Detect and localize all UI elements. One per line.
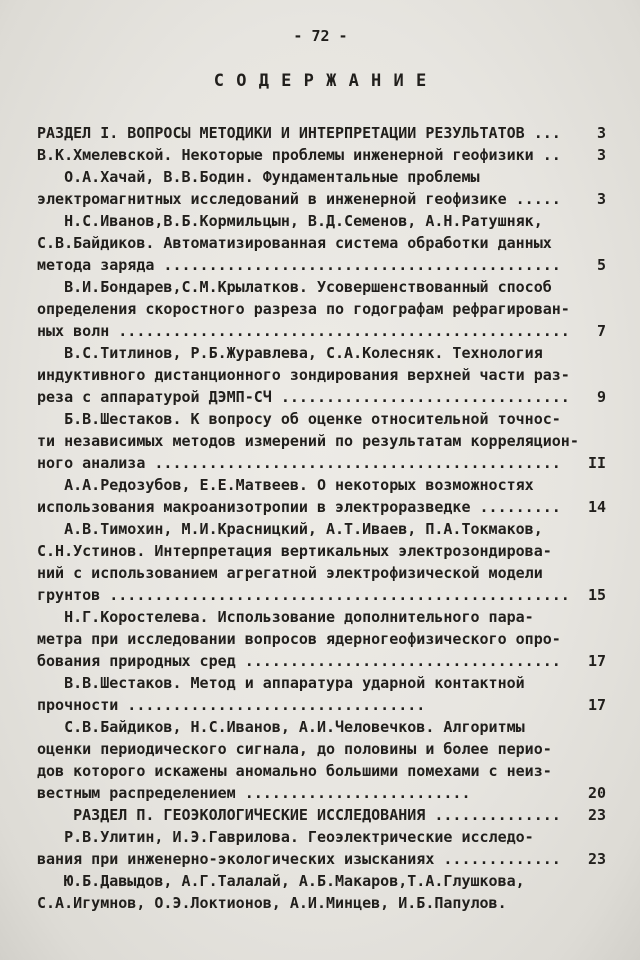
toc-entry-line: РАЗДЕЛ П. ГЕОЭКОЛОГИЧЕСКИЕ ИССЛЕДОВАНИЯ ..............: [37, 806, 561, 824]
contents-heading: С О Д Е Р Ж А Н И Е: [213, 71, 428, 91]
toc-entry-line: определения скоростного разреза по годографам рефрагирован-: [37, 300, 570, 318]
toc-entry-text: [37, 716, 604, 804]
toc-entry-line: Р.В.Улитин, И.Э.Гаврилова. Геоэлектрические исследо-: [37, 828, 534, 846]
toc-entry-line: грунтов ...................................................: [37, 586, 570, 604]
toc-entry-page-number: 7: [596, 322, 606, 340]
toc-entry-line: ний с использованием агрегатной электрофизической модели: [37, 564, 543, 582]
toc-entry-row: [37, 210, 604, 276]
toc-entry-page-number: 17: [587, 652, 606, 670]
toc-entry-row: [37, 474, 604, 518]
toc-entry-text: [37, 804, 604, 826]
toc-entry-line: метра при исследовании вопросов ядерногеофизического опро-: [37, 630, 561, 648]
toc-entry-page-number: 20: [587, 784, 606, 802]
toc-entry-line: РАЗДЕЛ I. ВОПРОСЫ МЕТОДИКИ И ИНТЕРПРЕТАЦИИ РЕЗУЛЬТАТОВ ...: [37, 124, 561, 142]
table-of-contents: [37, 122, 604, 914]
toc-entry-line: вания при инженерно-экологических изысканиях .............: [37, 850, 561, 868]
toc-entry-row: [37, 144, 604, 166]
toc-entry-row: [37, 870, 604, 914]
toc-entry-page-number: 14: [587, 498, 606, 516]
toc-entry-page-number: 23: [587, 806, 606, 824]
toc-entry-line: С.Н.Устинов. Интерпретация вертикальных электрозондирова-: [37, 542, 552, 560]
toc-entry-text: [37, 342, 604, 408]
toc-entry-page-number: 23: [587, 850, 606, 868]
toc-entry-text: [37, 144, 604, 166]
toc-entry-text: [37, 276, 604, 342]
toc-entry-page-number: 3: [596, 124, 606, 142]
toc-entry-line: Б.В.Шестаков. К вопросу об оценке относительной точнос-: [37, 410, 561, 428]
toc-entry-line: использования макроанизотропии в электроразведке .........: [37, 498, 561, 516]
toc-entry-line: Н.С.Иванов,В.Б.Кормильцын, В.Д.Семенов, А.Н.Ратушняк,: [37, 212, 543, 230]
toc-entry-line: А.В.Тимохин, М.И.Красницкий, А.Т.Иваев, П.А.Токмаков,: [37, 520, 543, 538]
toc-entry-row: [37, 166, 604, 210]
toc-entry-line: оценки периодического сигнала, до половины и более перио-: [37, 740, 552, 758]
toc-entry-text: [37, 210, 604, 276]
toc-entry-line: ных волн ..................................................: [37, 322, 570, 340]
toc-entry-row: [37, 672, 604, 716]
toc-entry-line: ного анализа .............................................: [37, 454, 561, 472]
toc-entry-text: [37, 870, 604, 914]
toc-entry-line: ти независимых методов измерений по результатам корреляцион-: [37, 432, 579, 450]
toc-entry-page-number: 17: [587, 696, 606, 714]
toc-entry-line: С.В.Байдиков, Н.С.Иванов, А.И.Человечков. Алгоритмы: [37, 718, 525, 736]
toc-entry-text: [37, 518, 604, 606]
toc-entry-row: [37, 276, 604, 342]
toc-entry-line: вестным распределением .........................: [37, 784, 471, 802]
toc-entry-line: прочности .................................: [37, 696, 426, 714]
toc-entry-page-number: II: [587, 454, 606, 472]
toc-entry-line: электромагнитных исследований в инженерной геофизике .....: [37, 190, 561, 208]
toc-entry-row: [37, 342, 604, 408]
toc-entry-row: [37, 606, 604, 672]
toc-entry-text: [37, 408, 604, 474]
toc-entry-text: [37, 826, 604, 870]
toc-entry-line: метода заряда ............................................: [37, 256, 561, 274]
toc-entry-text: [37, 672, 604, 716]
toc-entry-line: Ю.Б.Давыдов, А.Г.Талалай, А.Б.Макаров,Т.А.Глушкова,: [37, 872, 525, 890]
toc-section-row: [37, 804, 604, 826]
toc-entry-line: В.С.Титлинов, Р.Б.Журавлева, С.А.Колесняк. Технология: [37, 344, 543, 362]
toc-entry-row: [37, 518, 604, 606]
toc-entry-page-number: 15: [587, 586, 606, 604]
toc-section-row: [37, 122, 604, 144]
toc-entry-page-number: 5: [596, 256, 606, 274]
toc-entry-text: [37, 166, 604, 210]
toc-entry-line: В.В.Шестаков. Метод и аппаратура ударной контактной: [37, 674, 525, 692]
toc-entry-line: С.В.Байдиков. Автоматизированная система обработки данных: [37, 234, 552, 252]
toc-entry-row: [37, 826, 604, 870]
toc-entry-page-number: 9: [596, 388, 606, 406]
toc-entry-text: [37, 474, 604, 518]
toc-entry-page-number: 3: [596, 190, 606, 208]
toc-entry-row: [37, 716, 604, 804]
toc-entry-line: В.И.Бондарев,С.М.Крылатков. Усовершенствованный способ: [37, 278, 552, 296]
toc-entry-page-number: 3: [596, 146, 606, 164]
toc-entry-line: индуктивного дистанционного зондирования верхней части раз-: [37, 366, 570, 384]
toc-entry-row: [37, 408, 604, 474]
toc-entry-text: [37, 122, 604, 144]
page-number: - 72 -: [293, 27, 348, 45]
toc-entry-line: С.А.Игумнов, О.Э.Локтионов, А.И.Минцев, И.Б.Папулов.: [37, 894, 507, 912]
toc-entry-line: дов которого искажены аномально большими помехами с неиз-: [37, 762, 552, 780]
toc-entry-line: О.А.Хачай, В.В.Бодин. Фундаментальные проблемы: [37, 168, 480, 186]
toc-entry-line: реза с аппаратурой ДЭМП-СЧ ................................: [37, 388, 570, 406]
toc-entry-text: [37, 606, 604, 672]
toc-entry-line: Н.Г.Коростелева. Использование дополнительного пара-: [37, 608, 534, 626]
toc-entry-line: А.А.Редозубов, Е.Е.Матвеев. О некоторых возможностях: [37, 476, 534, 494]
toc-entry-line: бования природных сред ...................................: [37, 652, 561, 670]
toc-entry-line: В.К.Хмелевской. Некоторые проблемы инженерной геофизики ..: [37, 146, 561, 164]
